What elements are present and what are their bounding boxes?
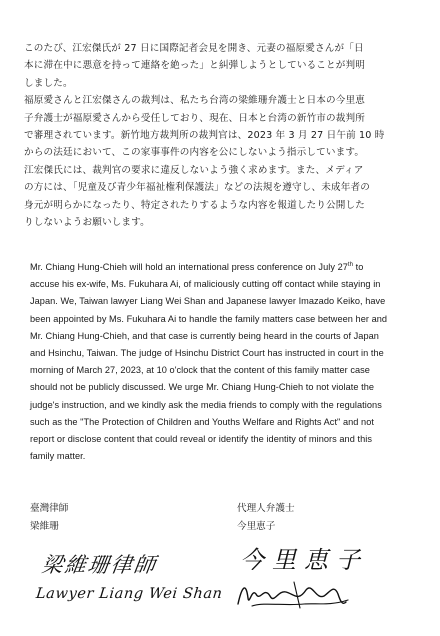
- jp-line: 本に滞在中に悪意を持って連絡を絶った」と糾弾しようとしていることが判明: [24, 60, 366, 72]
- jp-line: 福原愛さんと江宏傑さんの裁判は、私たち台湾の梁維珊弁護士と日本の今里恵: [24, 95, 366, 107]
- en-line: been appointed by Ms. Fukuhara Ai to handle the family matters case between her and: [30, 313, 388, 324]
- handwritten-signature-imazado-jp: 今里恵子: [240, 546, 368, 574]
- jp-line: りしないようお願いします。: [24, 217, 150, 229]
- en-line: Mr. Chiang Hung-Chieh will hold an international press conference on July 27: [30, 262, 348, 272]
- jp-line: 江宏傑氏には、裁判官の要求に違反しないよう強く求めます。また、メディア: [24, 164, 364, 176]
- en-line-end: to: [353, 262, 364, 272]
- en-line: Mr. Chiang Hung-Chieh, and that case is currently being heard in the courts of Japan: [30, 330, 379, 341]
- en-line: report or disclose content that could reveal or identify the identity of minors and this: [30, 434, 372, 445]
- en-line: judge's instruction, and we kindly ask the media friends to comply with the regulations: [30, 399, 382, 410]
- en-line: Japan. We, Taiwan lawyer Liang Wei Shan and Japanese lawyer Imazado Keiko, have: [30, 296, 386, 307]
- en-line: and Hsinchu, Taiwan. The judge of Hsinchu District Court has instructed in court in the: [30, 348, 384, 359]
- en-line: accuse his ex-wife, Ms. Fukuhara Ai, of maliciously cutting off contact while staying in: [30, 279, 381, 290]
- japanese-statement: [24, 40, 418, 231]
- japan-lawyer-name: 今里恵子: [237, 521, 276, 532]
- taiwan-lawyer-title: 臺灣律師: [30, 503, 69, 514]
- jp-line: で審理されています。新竹地方裁判所の裁判官は、2023 年 3 月 27 日午前 10 時: [24, 130, 385, 142]
- taiwan-lawyer-name: 梁維珊: [30, 521, 59, 532]
- jp-line: しました。: [24, 77, 73, 89]
- en-line: morning of March 27, 2023, at 10 o'clock that the content of this family matter case: [30, 365, 370, 376]
- handwritten-signature-scribble: [234, 576, 354, 612]
- en-line: such as the "The Protection of Children and Youths Welfare and Rights Act" and not: [30, 416, 374, 427]
- jp-line: このたび、江宏傑氏が 27 日に国際記者会見を開き、元妻の福原愛さんが「日: [24, 43, 364, 54]
- english-paragraph: [30, 259, 420, 465]
- japan-lawyer-title: 代理人弁護士: [237, 503, 295, 514]
- taiwan-lawyer-block: [30, 500, 68, 536]
- jp-line: 子弁護士が福原愛さんから受任しており、現在、日本と台湾の新竹市の裁判所: [24, 112, 366, 124]
- japanese-paragraph-1: [24, 40, 418, 92]
- jp-line: 身元が明らかになったり、特定されたりするような内容を報道したり公開した: [24, 199, 366, 211]
- en-line: should not be publicly discussed. We urge Mr. Chiang Hung-Chieh to not violate the: [30, 382, 375, 393]
- ordinal-suffix: th: [347, 261, 353, 268]
- english-statement: [30, 259, 420, 465]
- japan-lawyer-block: [237, 500, 295, 536]
- jp-line: からの法廷において、この家事事件の内容を公にしないよう指示しています。: [24, 147, 365, 159]
- handwritten-signature-liang-jp: 梁維珊律師: [40, 553, 159, 577]
- handwritten-signature-liang-en: Lawyer Liang Wei Shan: [35, 586, 224, 602]
- japanese-paragraph-2: [24, 92, 418, 231]
- en-line: family matter.: [30, 451, 86, 462]
- jp-line: の方には、「児童及び青少年福祉権利保護法」などの法規を遵守し、未成年者の: [24, 182, 370, 194]
